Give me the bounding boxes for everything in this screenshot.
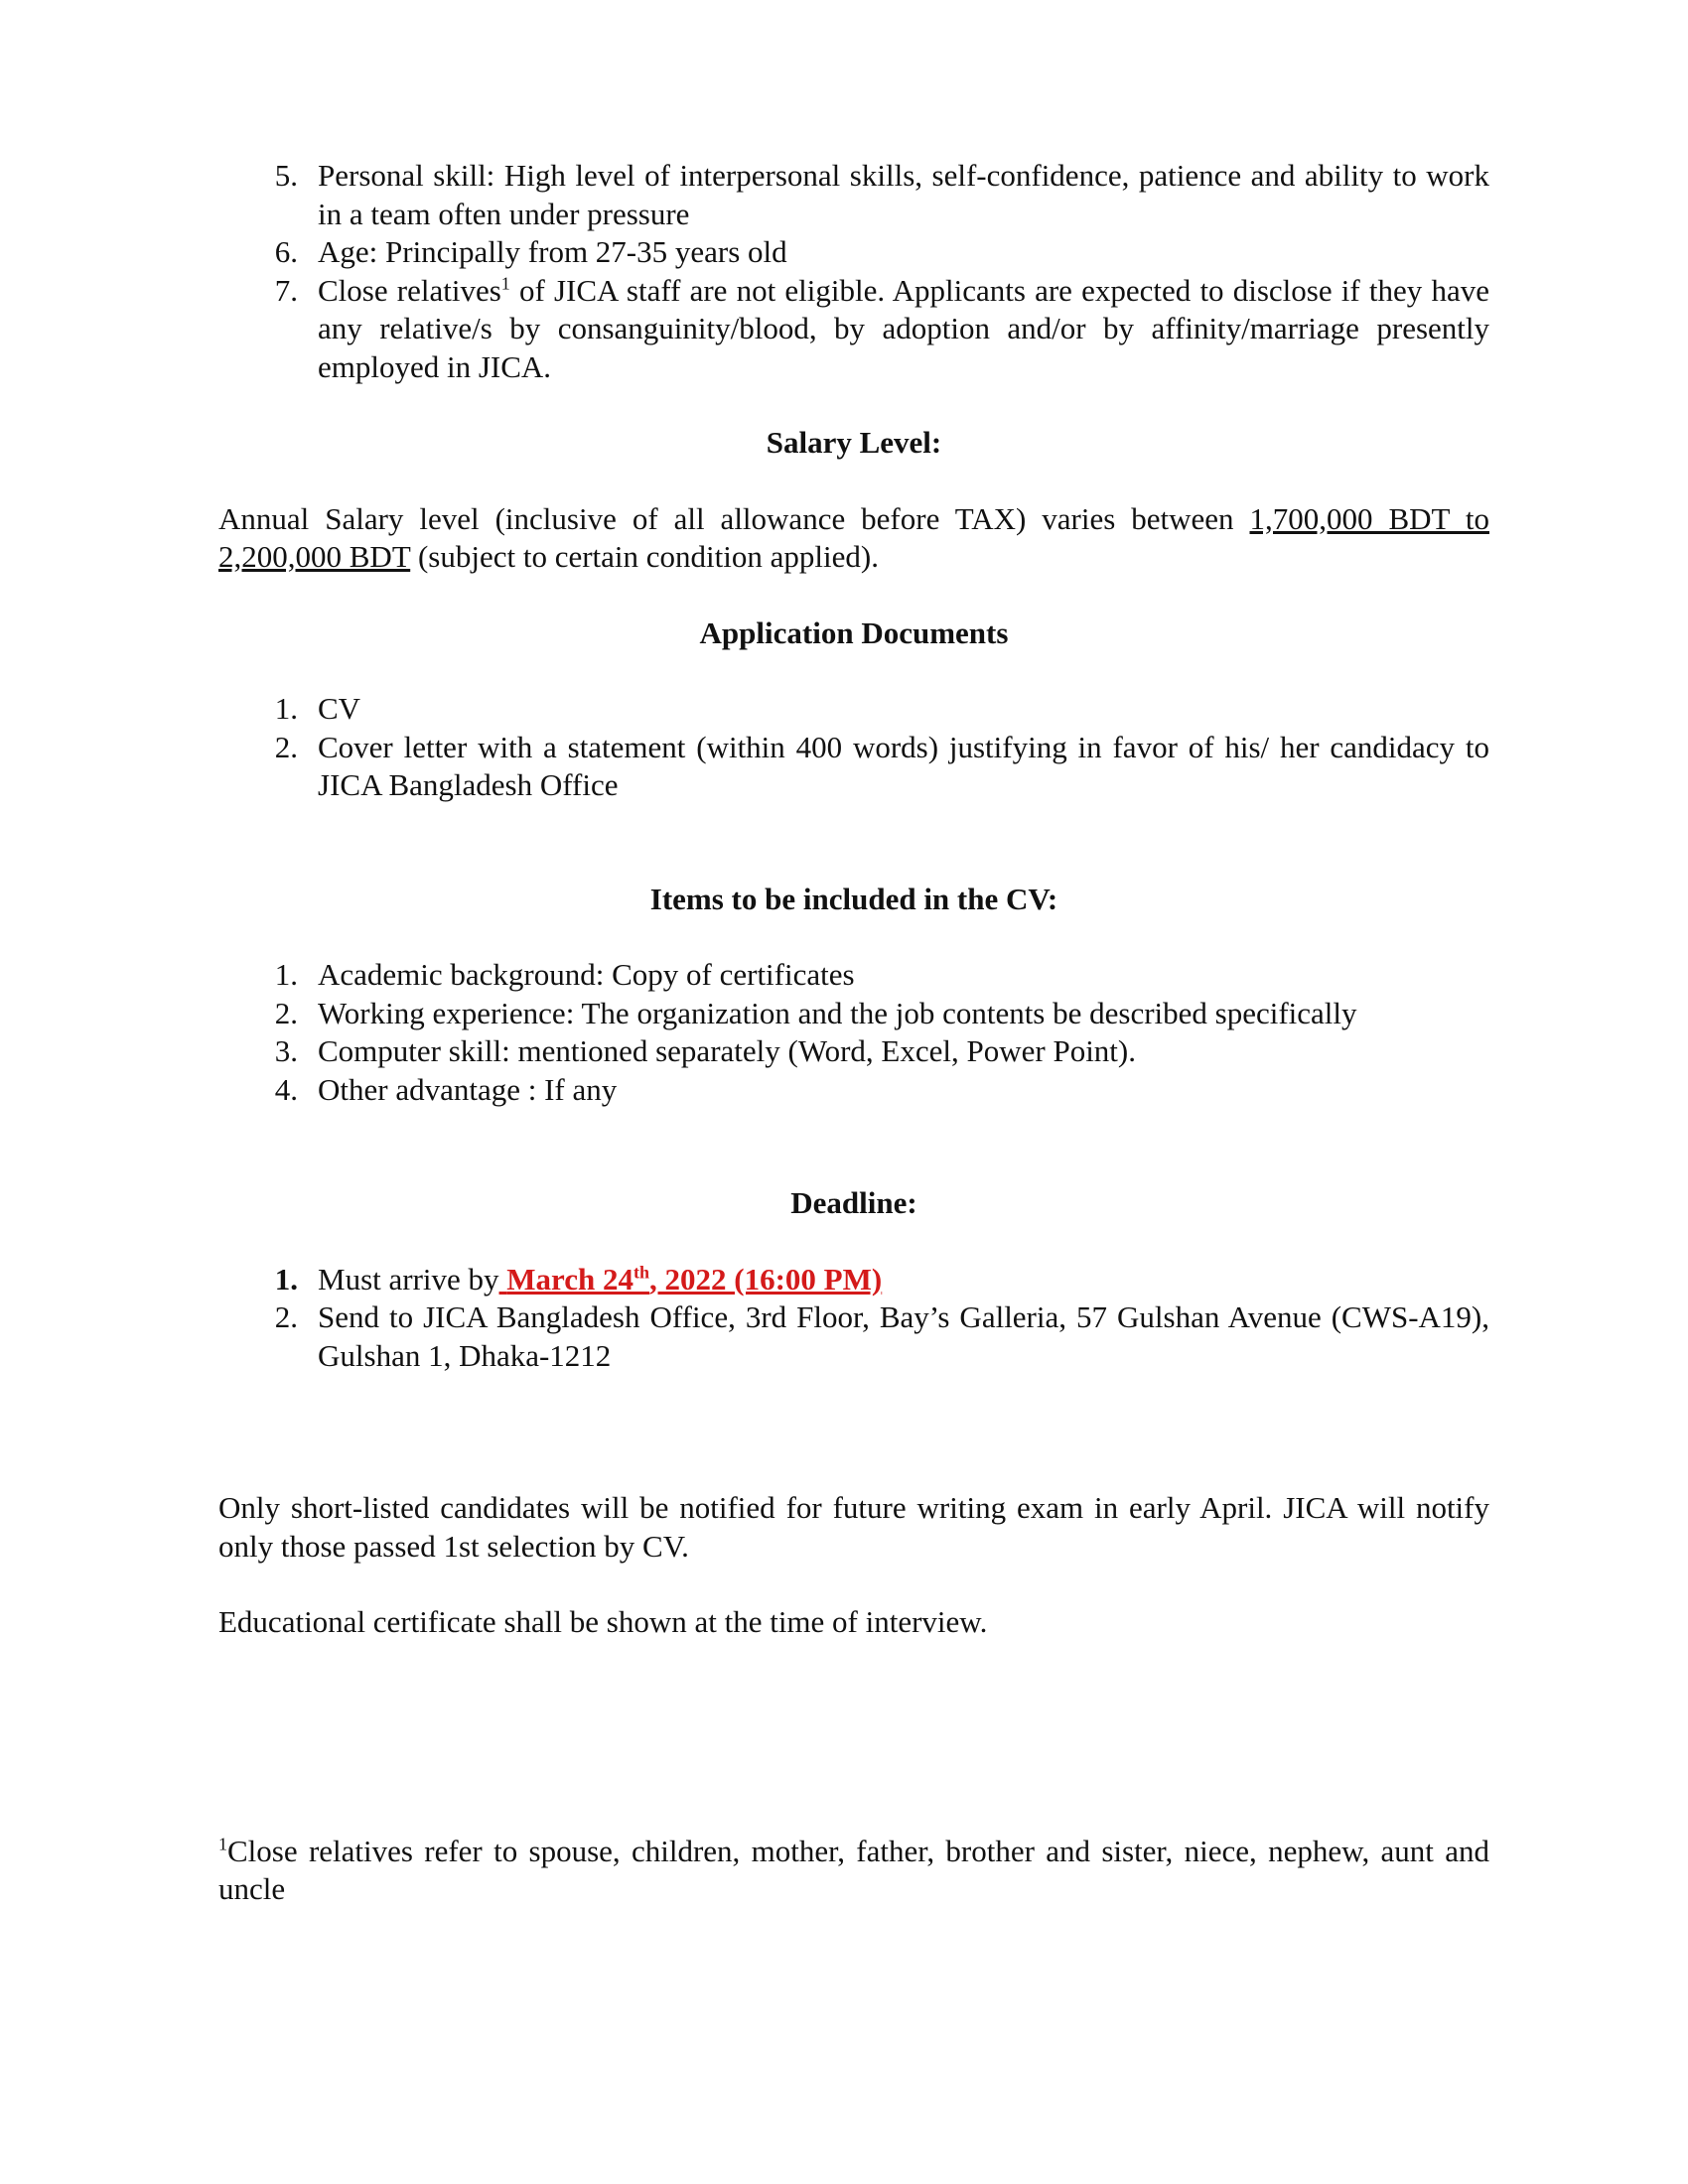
list-text: Working experience: The organization and the job contents be described specifically xyxy=(318,995,1357,1030)
list-text xyxy=(318,1261,1489,1299)
document-page xyxy=(218,157,1489,1909)
documents-list xyxy=(218,690,1489,805)
list-item xyxy=(218,1261,1489,1299)
list-text xyxy=(318,272,1489,387)
list-text: Computer skill: mentioned separately (Word, Excel, Power Point). xyxy=(318,1033,1136,1068)
list-text: Age: Principally from 27-35 years old xyxy=(318,234,787,269)
list-item xyxy=(218,1032,1489,1071)
list-number: 2. xyxy=(274,995,298,1030)
footnote-text: Close relatives refer to spouse, children, mother, father, brother and sister, niece, nephew, aunt and uncle xyxy=(218,1833,1489,1906)
requirements-list xyxy=(218,157,1489,386)
list-item xyxy=(218,1071,1489,1110)
list-item xyxy=(218,272,1489,387)
documents-heading: Application Documents xyxy=(699,614,1009,650)
list-number: 4. xyxy=(274,1071,298,1107)
close-relatives-text: Close relatives xyxy=(318,272,501,308)
list-item xyxy=(218,157,1489,233)
list-number: 7. xyxy=(274,272,298,308)
list-number: 2. xyxy=(274,1299,298,1334)
list-number: 5. xyxy=(274,158,298,193)
eligibility-text: of JICA staff are not eligible. Applicants are expected to disclose if they have any relative/s by consanguinity/blood, by adoption and/or by affinity/marriage presently employed in JICA. xyxy=(318,272,1489,384)
footnote-reference[interactable]: 1 xyxy=(500,273,510,294)
deadline-date-day: March 24 xyxy=(506,1261,633,1297)
list-number: 1. xyxy=(274,691,298,726)
cv-items-heading: Items to be included in the CV: xyxy=(649,881,1058,916)
list-text: Other advantage : If any xyxy=(318,1071,618,1107)
list-text: CV xyxy=(318,691,361,726)
list-item xyxy=(218,729,1489,805)
salary-paragraph xyxy=(218,500,1489,577)
list-item xyxy=(218,956,1489,995)
footnote-mark: 1 xyxy=(218,1834,227,1854)
list-number: 6. xyxy=(274,234,298,269)
salary-heading: Salary Level: xyxy=(766,425,942,460)
deadline-date xyxy=(499,1262,883,1297)
list-number: 1. xyxy=(274,1261,298,1297)
deadline-date-year: , 2022 (16:00 PM) xyxy=(649,1261,883,1297)
notice-paragraph: Only short-listed candidates will be notified for future writing exam in early April. JICA will notify only those passed 1st selection by CV. xyxy=(218,1490,1489,1564)
list-text: Send to JICA Bangladesh Office, 3rd Floor, Bay’s Galleria, 57 Gulshan Avenue (CWS-A19), Gulshan 1, Dhaka-1212 xyxy=(318,1299,1489,1373)
cv-items-list xyxy=(218,956,1489,1109)
deadline-date-suffix: th xyxy=(633,1262,650,1283)
salary-range: 1,700,000 BDT to 2,200,000 BDT xyxy=(218,500,1489,574)
certificate-paragraph: Educational certificate shall be shown at the time of interview. xyxy=(218,1604,988,1639)
list-item xyxy=(218,1298,1489,1375)
deadline-heading: Deadline: xyxy=(790,1185,917,1220)
list-number: 1. xyxy=(274,957,298,992)
list-text: Personal skill: High level of interpersonal skills, self-confidence, patience and ability to work in a team often under pressure xyxy=(318,158,1489,231)
arrive-text: Must arrive by xyxy=(318,1261,499,1297)
list-number: 2. xyxy=(274,729,298,764)
footnote xyxy=(218,1833,1489,1909)
list-text: Cover letter with a statement (within 400 words) justifying in favor of his/ her candidacy to JICA Bangladesh Office xyxy=(318,729,1489,802)
list-number: 3. xyxy=(274,1033,298,1068)
deadline-list xyxy=(218,1261,1489,1376)
list-item xyxy=(218,995,1489,1033)
salary-condition: (subject to certain condition applied). xyxy=(410,539,879,574)
list-text: Academic background: Copy of certificates xyxy=(318,957,855,992)
list-item xyxy=(218,690,1489,729)
list-item xyxy=(218,233,1489,272)
salary-text: Annual Salary level (inclusive of all allowance before TAX) varies between xyxy=(218,500,1250,536)
